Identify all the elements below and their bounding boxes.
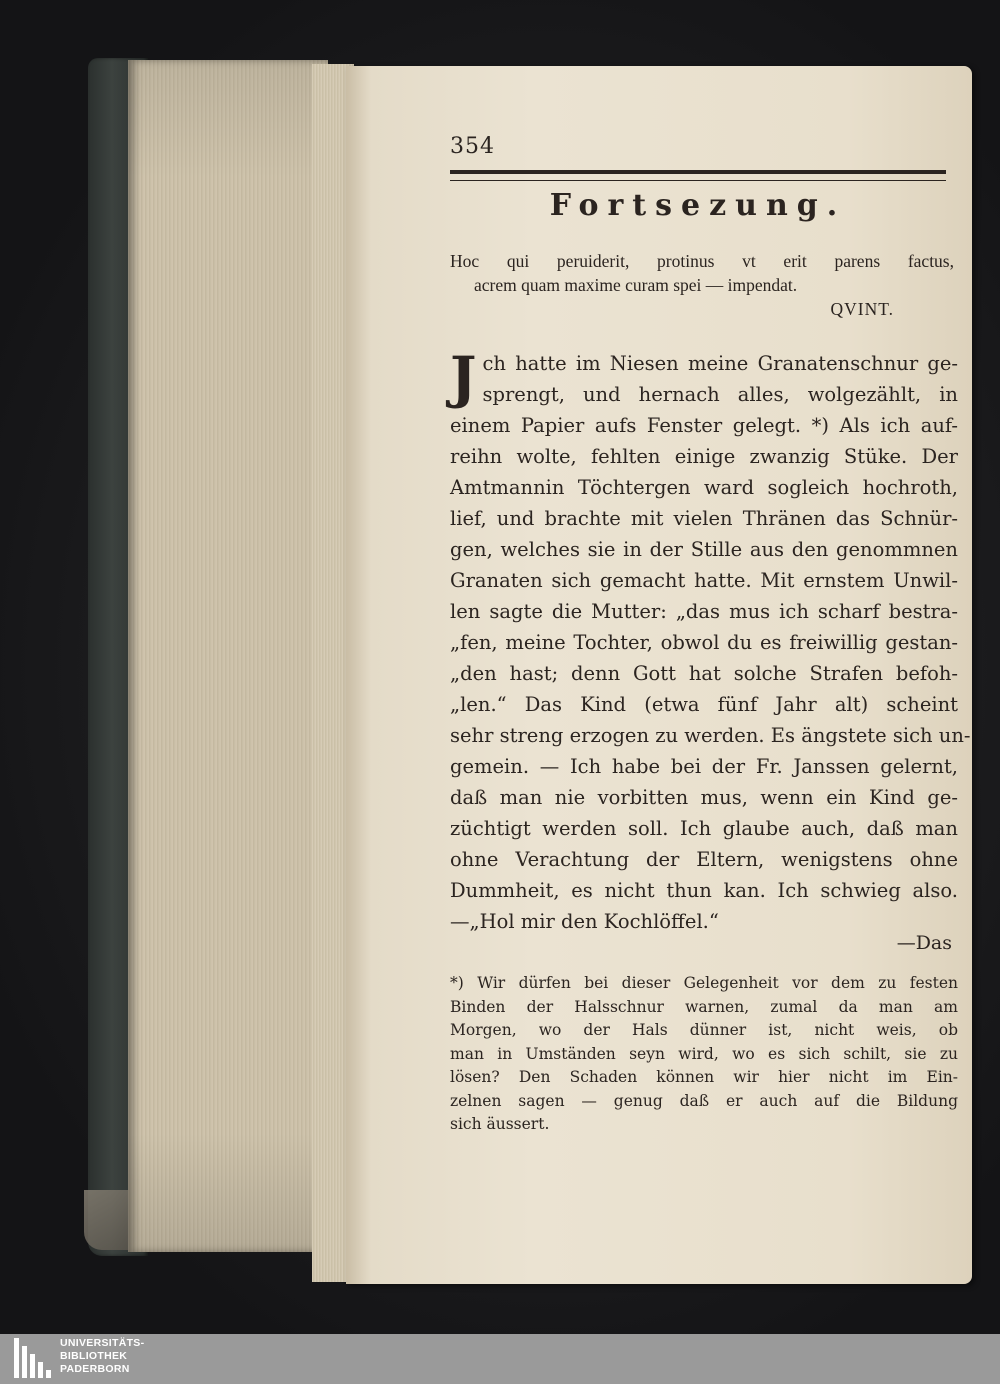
motto-line: Hoc qui peruiderit, protinus vt erit parens factus, [450, 251, 954, 271]
text-line: sehr streng erzogen zu werden. Es ängstete sich un- [450, 724, 971, 747]
footnote-line: Binden der Halsschnur warnen, zumal da man am [450, 997, 958, 1016]
book-page [346, 66, 972, 1284]
text-line: daß man nie vorbitten mus, wenn ein Kind ge- [450, 786, 958, 809]
text-line: len sagte die Mutter: „das mus ich scharf bestra- [450, 600, 958, 623]
drop-cap: J [450, 345, 477, 411]
cover-corner-wear [84, 1190, 130, 1250]
library-footer [0, 1334, 1000, 1384]
text-line: —„Hol mir den Kochlöffel.“ [450, 910, 719, 933]
text-line: reihn wolte, fehlten einige zwanzig Stüke. Der [450, 445, 958, 468]
text-line: einem Papier aufs Fenster gelegt. *) Als ich auf- [450, 414, 958, 437]
text-line: „den hast; denn Gott hat solche Strafen befoh- [450, 662, 958, 685]
text-line: lief, und brachte mit vielen Thränen das Schnür- [450, 507, 958, 530]
motto-attribution: QVINT. [830, 299, 894, 319]
text-line: „len.“ Das Kind (etwa fünf Jahr alt) scheint [450, 693, 958, 716]
footnote [450, 972, 958, 1137]
body-text [450, 345, 971, 937]
footnote-line: man in Umständen seyn wird, wo es sich schilt, sie zu [450, 1044, 958, 1063]
library-name-line: UNIVERSITÄTS- [60, 1337, 145, 1349]
library-name-line: PADERBORN [60, 1363, 130, 1375]
footnote-line: sich äussert. [450, 1115, 550, 1133]
text-line: züchtigt werden soll. Ich glaube auch, daß man [450, 817, 958, 840]
text-line: gen, welches sie in der Stille aus den genommnen [450, 538, 958, 561]
footnote-line: lösen? Den Schaden können wir hier nicht im Ein- [450, 1068, 958, 1086]
motto [450, 249, 954, 321]
text-line: ohne Verachtung der Eltern, wenigstens ohne [450, 848, 958, 871]
footnote-line: *) Wir dürfen bei dieser Gelegenheit vor dem zu festen [450, 974, 958, 992]
text-line: Amtmannin Töchtergen ward sogleich hochroth, [450, 476, 958, 499]
footnote-line: zelnen sagen — genug daß er auch auf die Bildung [450, 1091, 958, 1110]
text-line: gemein. — Ich habe bei der Fr. Janssen gelernt, [450, 755, 958, 778]
library-name [60, 1337, 144, 1376]
page-number: 354 [450, 134, 495, 159]
chapter-title: Fortsezung. [549, 188, 847, 223]
text-line: Dummheit, es nicht thun kan. Ich schwieg also. [450, 879, 958, 902]
footnote-line: Morgen, wo der Hals dünner ist, nicht weis, ob [450, 1021, 958, 1039]
catchword: —Das [896, 932, 952, 954]
motto-line: acrem quam maxime curam spei — impendat. [474, 275, 798, 295]
header-rule [450, 170, 946, 181]
book-block-pages [128, 60, 328, 1252]
text-line: Granaten sich gemacht hatte. Mit ernstem Unwil- [450, 569, 958, 592]
text-line: ch hatte im Niesen meine Granatenschnur ge- [482, 352, 958, 375]
library-name-line: BIBLIOTHEK [60, 1350, 128, 1362]
library-logo-icon [14, 1338, 54, 1378]
text-line: „fen, meine Tochter, obwol du es freiwillig gestan- [450, 631, 958, 654]
text-line: sprengt, und hernach alles, wolgezählt, in [482, 383, 958, 406]
